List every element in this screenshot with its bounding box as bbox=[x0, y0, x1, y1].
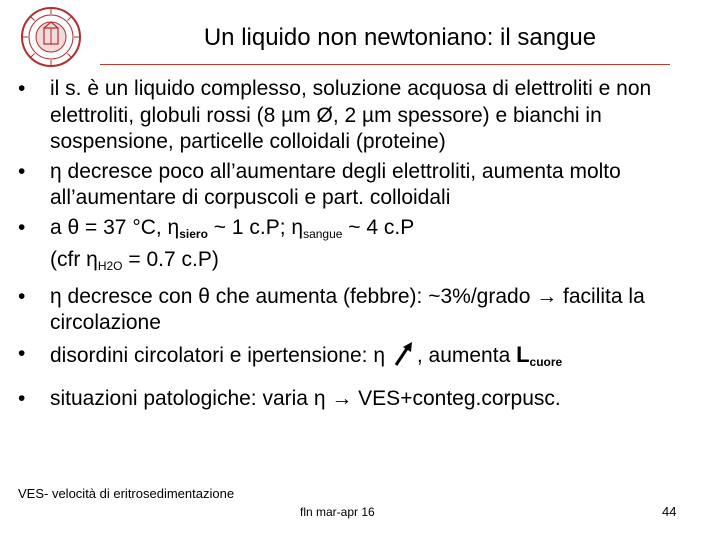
bullet-temperature: • η decresce con θ che aumenta (febbre): ~3%/grado → facilita la circolazione bbox=[16, 284, 696, 337]
bullet-list bbox=[16, 76, 696, 413]
bullet-disorders bbox=[16, 341, 696, 376]
viscosity-text-3: ~ 4 c.P bbox=[342, 215, 415, 239]
page-number: 44 bbox=[662, 504, 677, 519]
viscosity-text-1: a θ = 37 °C, η bbox=[50, 215, 180, 239]
viscosity-text-5: = 0.7 c.P) bbox=[122, 248, 219, 271]
viscosity-text-4: (cfr η bbox=[50, 248, 98, 271]
up-right-arrow-icon bbox=[391, 341, 417, 367]
university-seal-logo bbox=[20, 6, 82, 68]
subscript-h2o: H2O bbox=[97, 259, 123, 273]
footer-course: fln mar-apr 16 bbox=[300, 505, 375, 519]
subscript-siero: siero bbox=[179, 226, 208, 241]
bullet-electrolytes: • η decresce poco all’aumentare degli elettroliti, aumenta molto all’aumentare di corpuscoli e part. colloidali bbox=[16, 159, 696, 212]
subscript-cuore: cuore bbox=[529, 354, 563, 369]
disorders-text-1: disordini circolatori e ipertensione: η bbox=[50, 343, 386, 367]
title-divider bbox=[100, 64, 670, 65]
slide-title: Un liquido non newtoniano: il sangue bbox=[203, 24, 597, 51]
viscosity-text-2: ~ 1 c.P; η bbox=[207, 215, 304, 239]
bullet-composition: • il s. è un liquido complesso, soluzione acquosa di elettroliti e non elettroliti, globuli rossi (8 µm Ø, 2 µm spessore) e bianchi in sospensione, particelle colloidali (proteine) bbox=[16, 76, 696, 156]
bullet-viscosity-values bbox=[16, 215, 696, 280]
work-l-symbol: L bbox=[516, 341, 530, 367]
bullet-pathologies: • situazioni patologiche: varia η → VES+conteg.corpusc. bbox=[16, 386, 696, 413]
footnote-ves: VES- velocità di eritrosedimentazione bbox=[18, 486, 235, 501]
disorders-text-2: , aumenta bbox=[416, 343, 517, 367]
subscript-sangue: sangue bbox=[303, 226, 343, 241]
